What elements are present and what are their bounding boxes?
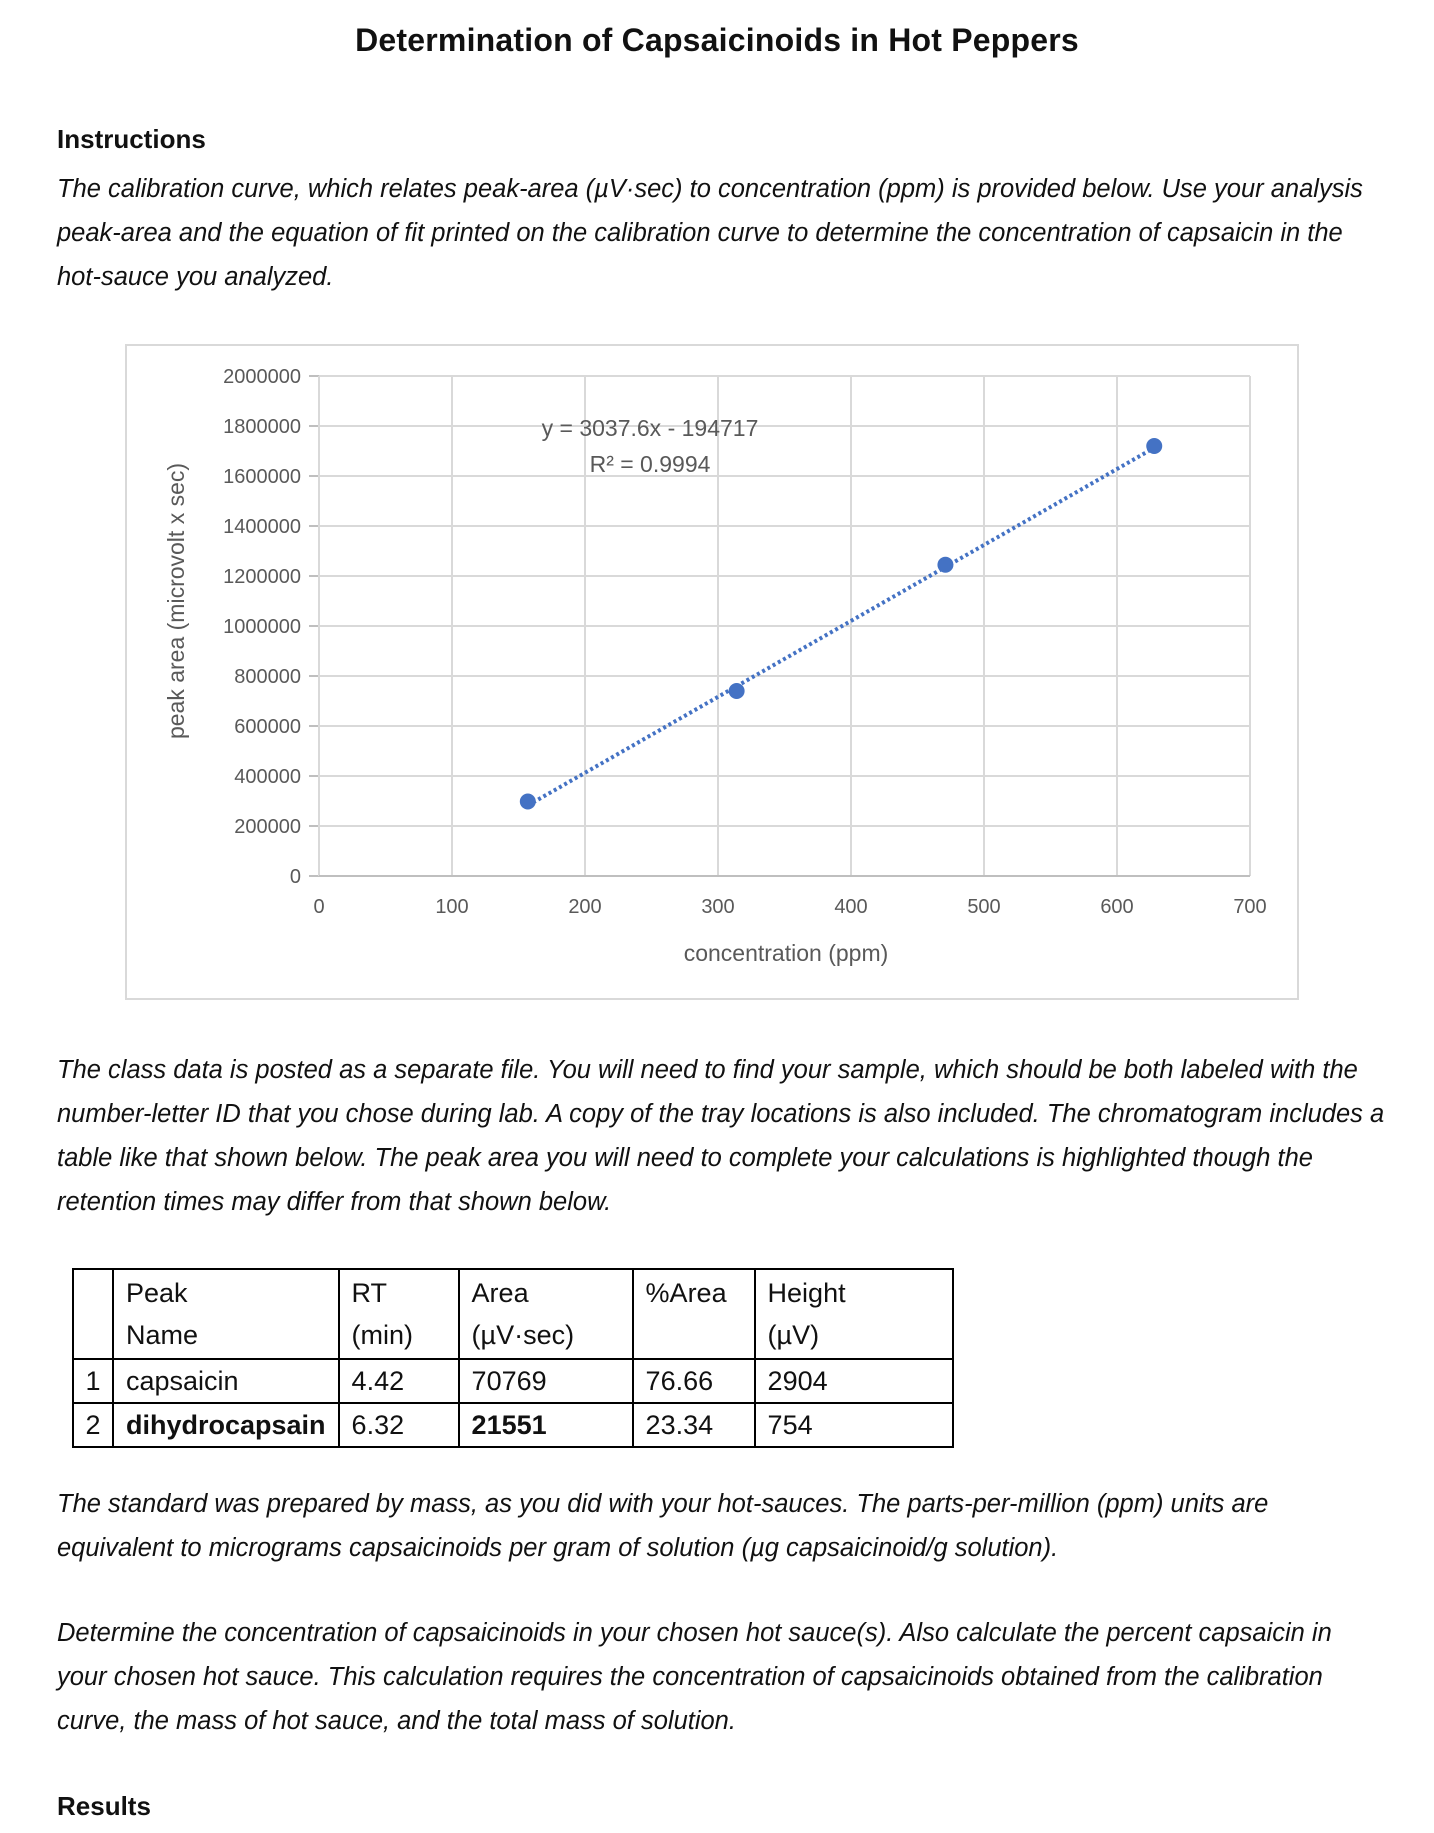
x-tick-label: 500	[967, 896, 1001, 918]
y-axis-label: peak area (microvolt x sec)	[163, 462, 189, 740]
standard-paragraph: The standard was prepared by mass, as you did with your hot-sauces. The parts-per-million (ppm) units are equivalent to micrograms capsaicinoids per gram of solution (µg capsaicinoid/g solution).	[57, 1490, 1269, 1562]
table-row	[73, 1403, 953, 1447]
row-height: 754	[755, 1403, 953, 1447]
data-point	[937, 557, 953, 573]
header-rt-line2: (min)	[351, 1320, 414, 1350]
instructions-paragraph: The calibration curve, which relates peak-area (µV·sec) to concentration (ppm) is provided below. Use your analysis peak-area and the equation of fit printed on the calibration curve to determine the concentration of capsaicin in the hot-sauce you analyzed.	[57, 175, 1363, 291]
row-area: 70769	[459, 1359, 633, 1403]
header-area	[459, 1269, 633, 1359]
header-height-line2: (µV)	[767, 1320, 820, 1350]
peak-table	[72, 1268, 954, 1448]
page-title: Determination of Capsaicinoids in Hot Peppers	[355, 22, 1079, 58]
header-index-cell	[73, 1269, 113, 1359]
y-tick-label: 0	[289, 866, 301, 888]
header-peak-name	[113, 1269, 339, 1359]
row-pct-area: 23.34	[633, 1403, 755, 1447]
y-tick-label: 2000000	[223, 366, 301, 388]
row-index: 2	[73, 1403, 113, 1447]
header-pct-area	[633, 1269, 755, 1359]
row-height: 2904	[755, 1359, 953, 1403]
y-tick-label: 1800000	[223, 416, 301, 438]
y-tick-label: 200000	[234, 816, 301, 838]
header-area-line1: Area	[471, 1278, 529, 1308]
y-tick-label: 1000000	[223, 616, 301, 638]
results-heading: Results	[57, 1791, 151, 1821]
y-tick-label: 600000	[234, 716, 301, 738]
trendline-equation: y = 3037.6x - 194717	[541, 415, 759, 441]
peak-table-header	[73, 1269, 953, 1359]
header-peak-line1: Peak	[126, 1278, 188, 1308]
y-tick-labels	[223, 366, 301, 888]
row-rt: 4.42	[339, 1359, 459, 1403]
x-tick-label: 200	[568, 896, 602, 918]
x-tick-label: 100	[435, 896, 469, 918]
r-squared-label: R² = 0.9994	[589, 451, 711, 477]
header-rt-line1: RT	[351, 1278, 388, 1308]
x-tick-label: 600	[1100, 896, 1134, 918]
data-point	[520, 794, 536, 810]
x-tick-label: 300	[701, 896, 735, 918]
row-peak-name: capsaicin	[113, 1359, 339, 1403]
table-row	[73, 1359, 953, 1403]
header-pct-area-line1: %Area	[645, 1278, 727, 1308]
calibration-chart-svg	[127, 346, 1301, 1002]
y-tick-label: 400000	[234, 766, 301, 788]
calibration-chart	[125, 344, 1299, 1000]
header-peak-line2: Name	[126, 1320, 199, 1350]
header-height	[755, 1269, 953, 1359]
x-tick-label: 700	[1233, 896, 1267, 918]
y-tick-label: 800000	[234, 666, 301, 688]
y-tick-label: 1200000	[223, 566, 301, 588]
x-tick-label: 0	[313, 896, 325, 918]
instructions-heading: Instructions	[57, 124, 206, 154]
y-tick-label: 1600000	[223, 466, 301, 488]
row-pct-area: 76.66	[633, 1359, 755, 1403]
data-point	[729, 683, 745, 699]
header-area-line2: (µV·sec)	[471, 1320, 575, 1350]
x-tick-label: 400	[834, 896, 868, 918]
x-axis-label: concentration (ppm)	[683, 940, 889, 966]
header-height-line1: Height	[767, 1278, 846, 1308]
determine-paragraph: Determine the concentration of capsaicinoids in your chosen hot sauce(s). Also calculate the percent capsaicin in your chosen hot sauce. This calculation requires the concentration of capsaicinoids obtained from the calibration curve, the mass of hot sauce, and the total mass of solution.	[57, 1619, 1332, 1735]
row-peak-name: dihydrocapsain	[113, 1403, 339, 1447]
chart-gridlines	[309, 376, 1250, 876]
row-rt: 6.32	[339, 1403, 459, 1447]
y-tick-label: 1400000	[223, 516, 301, 538]
class-data-paragraph: The class data is posted as a separate file. You will need to find your sample, which should be both labeled with the number-letter ID that you chose during lab. A copy of the tray locations is also included. The chromatogram includes a table like that shown below. The peak area you will need to complete your calculations is highlighted though the retention times may differ from that shown below.	[57, 1056, 1385, 1216]
row-area: 21551	[459, 1403, 633, 1447]
row-index: 1	[73, 1359, 113, 1403]
header-rt	[339, 1269, 459, 1359]
data-point	[1146, 438, 1162, 454]
x-tick-labels	[313, 896, 1266, 918]
